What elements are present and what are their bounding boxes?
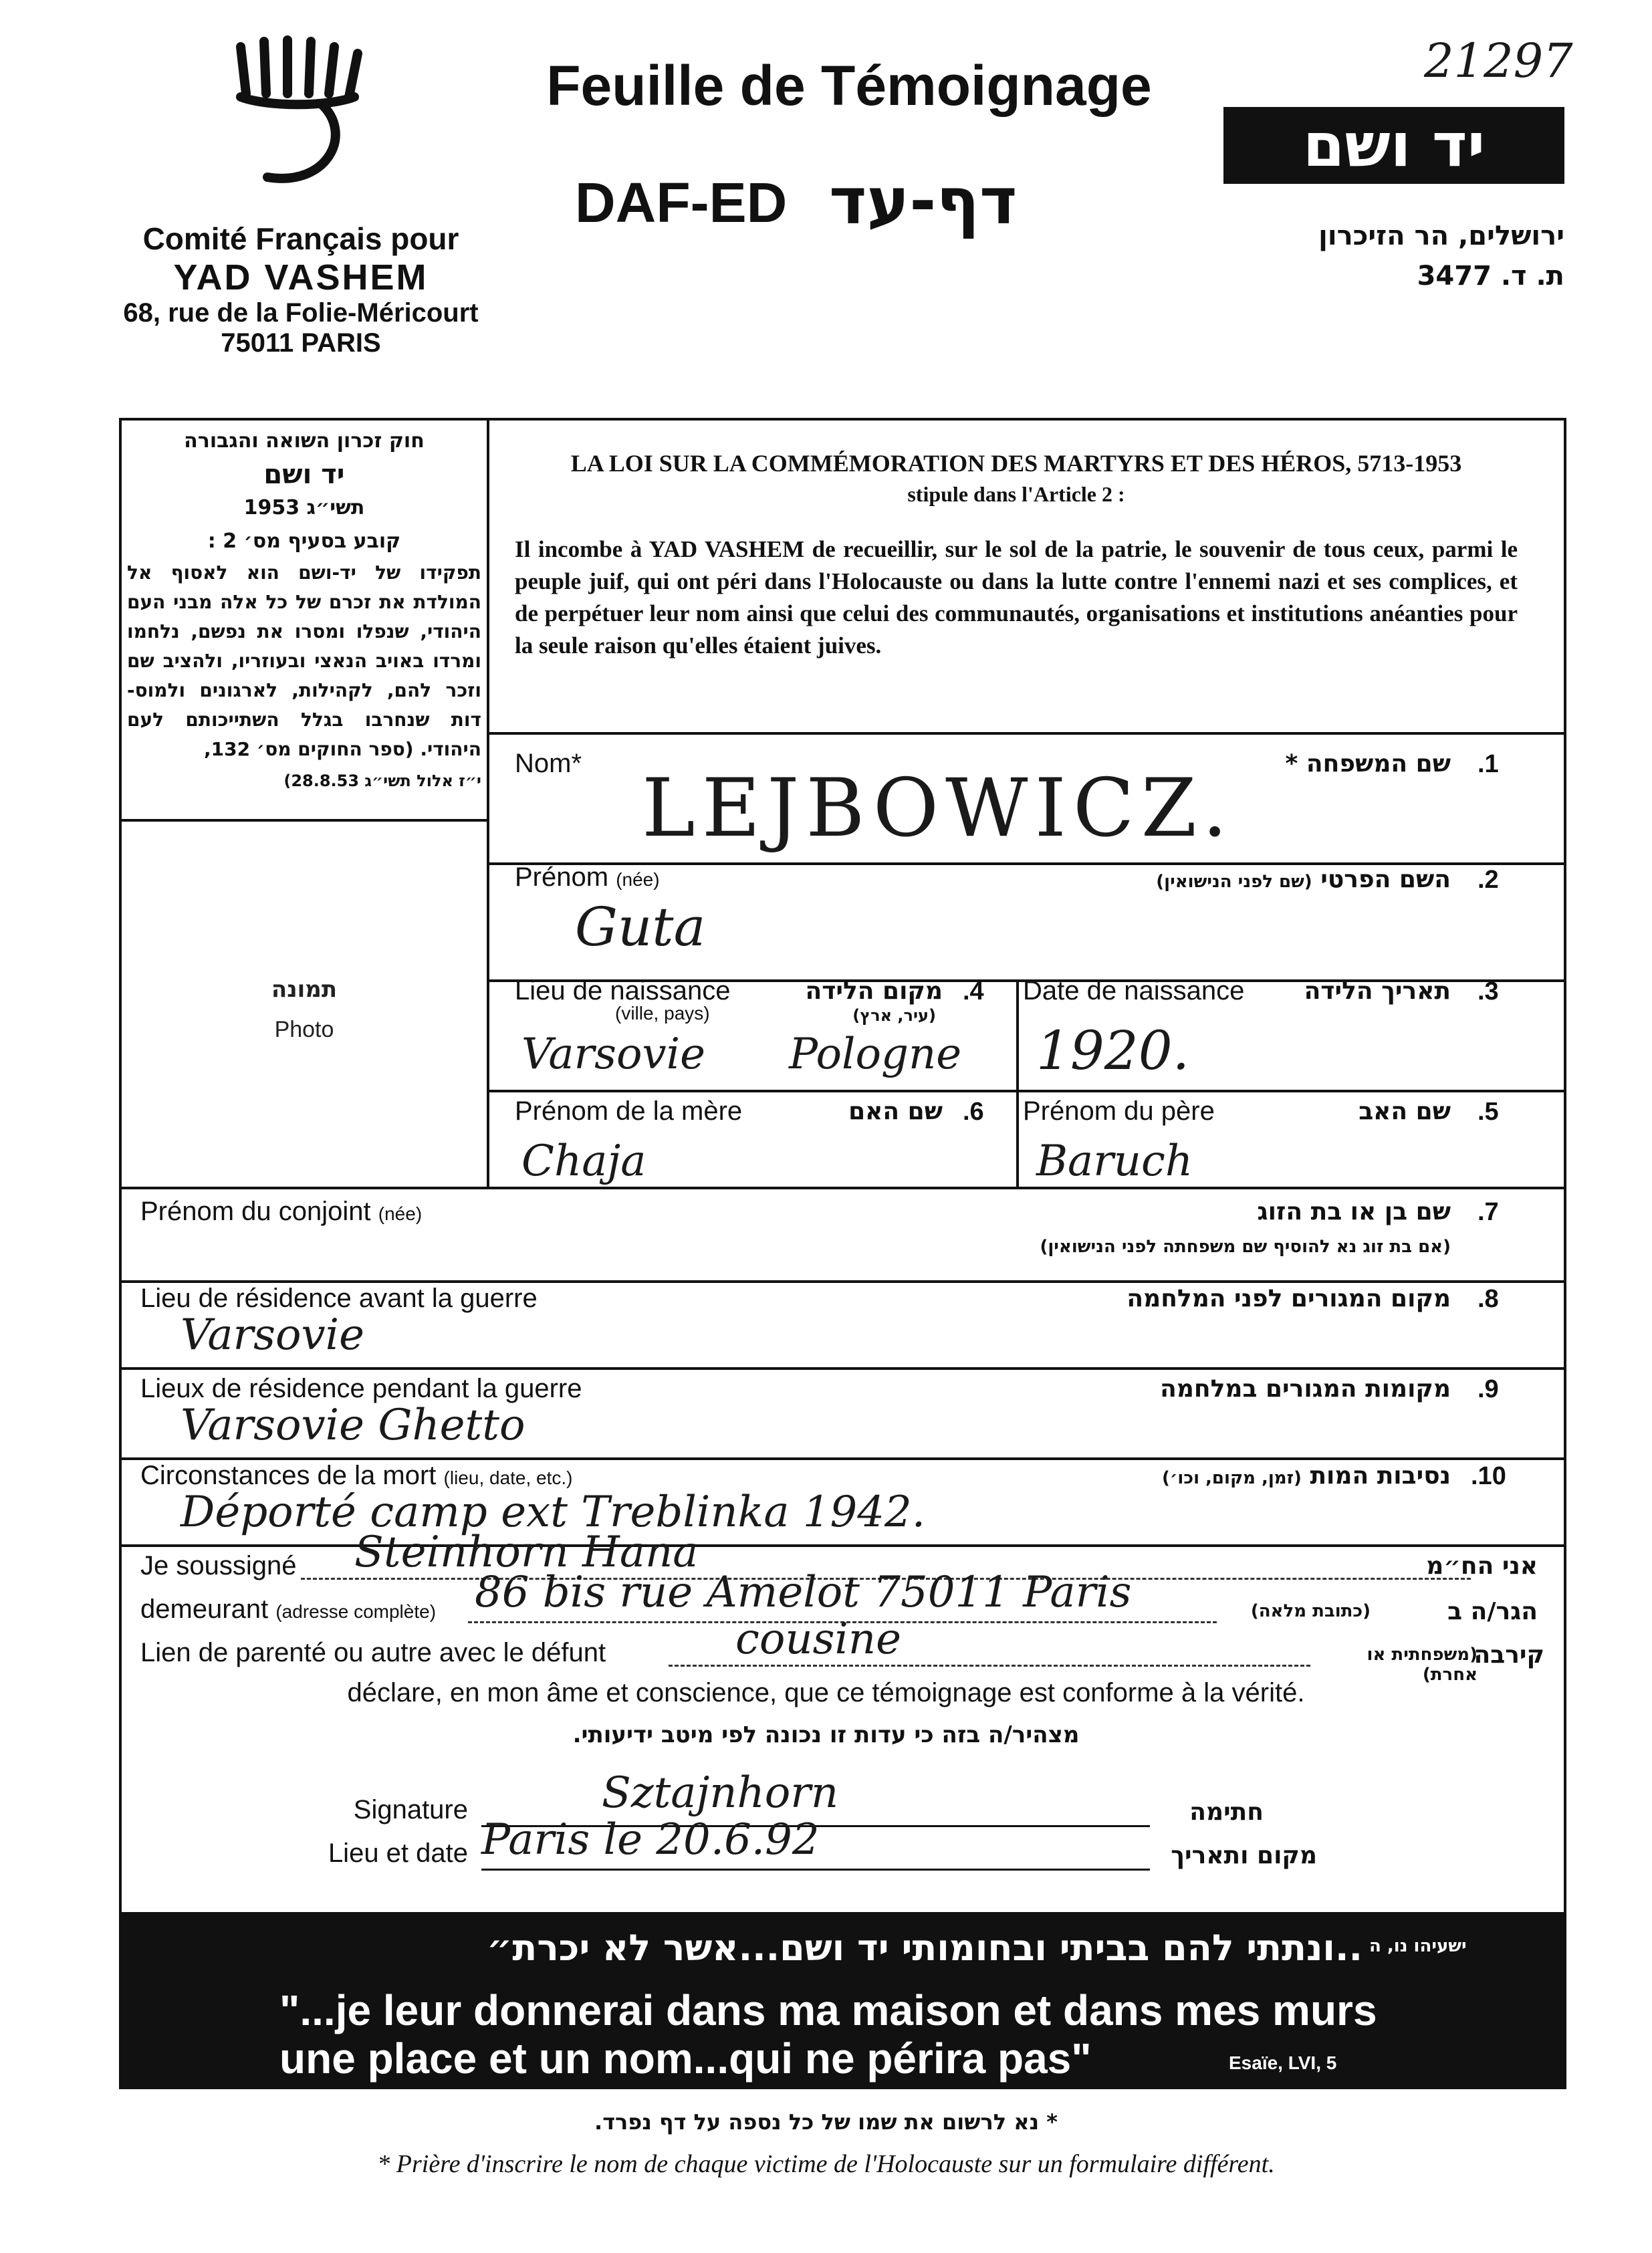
nom-label: Nom*: [515, 749, 582, 778]
conjoint-label-text: Prénom du conjoint: [140, 1197, 371, 1226]
conjoint-label-small: (née): [378, 1203, 423, 1224]
page-title: Feuille de Témoignage: [546, 54, 1152, 117]
demeurant-label-small: (adresse complète): [275, 1601, 437, 1622]
prenom-label: [515, 862, 660, 893]
parente-label: Lien de parenté ou autre avec le défunt: [140, 1638, 606, 1667]
banner-hebrew: ..ונתתי להם בביתי ובחומותי יד ושם...אשר לא יכרת״: [487, 1927, 1363, 1969]
daf-ed-title: DAF-ED: [575, 171, 788, 234]
prenom-label-text: Prénom: [515, 862, 609, 892]
row-circ-bottom: [119, 1544, 1566, 1547]
parente-he-small: (משפחתית או אחרת): [1367, 1645, 1478, 1685]
lieu-naissance-country: Pologne: [789, 1030, 962, 1079]
circ-value: Déporté camp ext Treblinka 1942.: [181, 1488, 926, 1537]
row-conjoint-bottom: [119, 1280, 1566, 1283]
mere-label: Prénom de la mère: [515, 1096, 743, 1126]
mere-value: Chaja: [521, 1137, 646, 1186]
lieu-naissance-small: (ville, pays): [615, 1003, 710, 1024]
circ-he-small: (זמן, מקום, וכו׳): [1162, 1468, 1302, 1488]
demeurant-value: 86 bis rue Amelot 75011 Paris: [475, 1568, 1132, 1617]
row-parents-bottom: [119, 1187, 1566, 1189]
conjoint-he-small: (אם בת זוג נא להוסיף שם משפחתה לפני הנישואין): [1040, 1237, 1451, 1257]
serial-number: 21297: [1424, 33, 1573, 88]
demeurant-label-text: demeurant: [140, 1594, 269, 1624]
law-hebrew: [127, 425, 481, 798]
date-naissance-label: Date de naissance: [1023, 976, 1245, 1005]
declaration-fr: déclare, en mon âme et conscience, que ce témoignage est conforme à la vérité.: [347, 1678, 1305, 1707]
law-he-cite: י״ז אלול תשי״ג 28.8.53): [283, 772, 481, 790]
date-naissance-number: .3: [1478, 977, 1499, 1005]
res-avant-label: Lieu de résidence avant la guerre: [140, 1284, 538, 1313]
date-naissance-label-he: תאריך הלידה: [1304, 977, 1451, 1005]
prenom-value: Guta: [575, 896, 706, 958]
signature-label-he: חתימה: [1189, 1798, 1264, 1826]
nom-number: .1: [1478, 750, 1499, 778]
prenom-he-text: השם הפרטי: [1320, 866, 1451, 893]
law-french: [515, 448, 1518, 662]
circ-label-small: (lieu, date, etc.): [443, 1467, 573, 1488]
yad-vashem-city: ירושלים, הר הזיכרון: [1318, 221, 1564, 251]
parente-label-he: קירבה: [1473, 1641, 1544, 1669]
soussigne-value: Steinhorn Hana: [354, 1528, 699, 1577]
nom-label-he: שם המשפחה *: [1285, 750, 1451, 778]
lieu-naissance-city: Varsovie: [521, 1030, 705, 1079]
photo-area: [127, 969, 481, 1050]
lieu-naissance-he-small: (עיר, ארץ): [852, 1006, 936, 1025]
left-column-divider: [487, 418, 489, 1187]
lieu-naissance-label-he: מקום הלידה: [805, 977, 943, 1005]
prenom-number: .2: [1478, 866, 1499, 894]
law-fr-heading: LA LOI SUR LA COMMÉMORATION DES MARTYRS ET DES HÉROS, 5713-1953: [570, 450, 1462, 477]
law-he-line3: תשי״ג 1953: [243, 496, 365, 519]
pere-label-he: שם האב: [1359, 1098, 1451, 1125]
res-pendant-label-he: מקומות המגורים במלחמה: [1160, 1375, 1451, 1403]
prenom-label-he: [1003, 866, 1451, 893]
law-he-line1: חוק זכרון השואה והגבורה: [184, 429, 425, 453]
footer-french: * Prière d'inscrire le nom de chaque victime de l'Holocauste sur un formulaire différent.: [377, 2150, 1275, 2178]
res-avant-label-he: מקום המגורים לפני המלחמה: [1127, 1285, 1451, 1312]
daf-ed-hebrew: דף-עד: [829, 164, 1018, 239]
res-avant-value: Varsovie: [181, 1310, 364, 1360]
law-fr-body: Il incombe à YAD VASHEM de recueillir, sur le sol de la patrie, le souvenir de tous ceux, parmi le peuple juif, qui ont péri dans l'Holocauste ou dans la lutte contre l'ennemi nazi et ses complices, et de perpétuer leur nom ainsi que celui des communautés, organisations et institutions anéanties pour la seule raison qu'elles étaient juives.: [515, 536, 1518, 659]
circ-label: [140, 1461, 573, 1491]
law-box-bottom: [119, 819, 488, 822]
banner-french-line2: une place et un nom...qui ne périra pas": [279, 2034, 1092, 2083]
pere-value: Baruch: [1036, 1137, 1193, 1186]
committee-block: [114, 221, 488, 358]
law-fr-bottom: [487, 732, 1566, 735]
committee-line2: YAD VASHEM: [173, 257, 429, 298]
lieu-date-line: [481, 1869, 1150, 1871]
menorah-logo-icon: [227, 33, 368, 194]
conjoint-label: [140, 1197, 422, 1227]
res-pendant-label: Lieux de résidence pendant la guerre: [140, 1374, 582, 1403]
quote-banner: [119, 1912, 1566, 2089]
signature-value: Sztajnhorn: [602, 1768, 839, 1818]
banner-french-ref: Esaïe, LVI, 5: [1229, 2052, 1337, 2073]
res-avant-number: .8: [1478, 1285, 1499, 1313]
law-he-line4: קובע בסעיף מס׳ 2 :: [207, 529, 401, 553]
lieu-naissance-label: Lieu de naissance: [515, 976, 731, 1005]
demeurant-he-small: (כתובת מלאה): [1250, 1601, 1371, 1621]
circ-label-he: [1043, 1462, 1451, 1490]
banner-hebrew-ref: ישעיהו נו, ה: [1369, 1936, 1467, 1956]
conjoint-label-he: שם בן או בת הזוג: [1257, 1198, 1451, 1225]
demeurant-label: [140, 1594, 436, 1625]
nom-value: LEJBOWICZ.: [642, 762, 1235, 855]
date-naissance-value: 1920.: [1036, 1020, 1190, 1082]
soussigne-label: Je soussigné: [140, 1551, 297, 1580]
circ-he-text: נסיבות המות: [1310, 1462, 1451, 1490]
row-birth-bottom: [487, 1090, 1566, 1092]
committee-line1: Comité Français pour: [142, 221, 459, 256]
photo-label-fr: Photo: [274, 1017, 334, 1042]
law-he-body: תפקידו של יד-ושם הוא לאסוף אל המולדת את זכרם של כל אלה מבני העם היהודי, שנפלו ומסרו את נפשם, נלחמו ומרדו באויב הנאצי ובעוזריו, ולהציב שם וזכר להם, לקהילות, לארגונים ולמוס- דות שנחרבו בגלל השתייכותם לעם היהודי. (ספר החוקים מס׳ 132,: [127, 562, 481, 760]
lieu-date-value: Paris le 20.6.92: [481, 1815, 820, 1865]
prenom-he-small: (שם לפני הנישואין): [1156, 872, 1312, 892]
lieu-date-label-he: מקום ותאריך: [1171, 1842, 1317, 1869]
committee-address: 68, rue de la Folie-Méricourt: [123, 298, 479, 328]
law-he-line2: יד ושם: [263, 459, 345, 490]
lieu-naissance-number: .4: [963, 977, 984, 1005]
circ-label-text: Circonstances de la mort: [140, 1461, 437, 1490]
row-res-pendant-bottom: [119, 1457, 1566, 1460]
pere-number: .5: [1478, 1098, 1499, 1126]
declaration-he: מצהיר/ה בזה כי עדות זו נכונה לפי מיטב ידיעותי.: [572, 1722, 1080, 1748]
res-pendant-value: Varsovie Ghetto: [181, 1401, 525, 1450]
circ-number: .10: [1471, 1462, 1506, 1490]
parente-line: [669, 1665, 1310, 1667]
row-res-avant-bottom: [119, 1367, 1566, 1370]
yad-vashem-pobox: ת. ד. 3477: [1417, 261, 1564, 291]
law-fr-subheading: stipule dans l'Article 2 :: [907, 482, 1125, 506]
banner-french-line1: "...je leur donnerai dans ma maison et dans mes murs: [279, 1986, 1377, 2034]
mere-label-he: שם האם: [848, 1098, 943, 1125]
pere-label: Prénom du père: [1023, 1096, 1215, 1126]
prenom-label-small: (née): [616, 869, 660, 890]
mid-divider: [1016, 979, 1019, 1187]
demeurant-label-he: הגר/ה ב: [1447, 1598, 1538, 1625]
conjoint-number: .7: [1478, 1198, 1499, 1226]
mere-number: .6: [963, 1098, 984, 1126]
parente-value: cousine: [735, 1615, 901, 1664]
soussigne-label-he: אני הח״מ: [1426, 1552, 1538, 1580]
yad-vashem-logo: יד ושם: [1223, 107, 1564, 184]
res-pendant-number: .9: [1478, 1375, 1499, 1403]
signature-label: Signature: [353, 1795, 468, 1824]
committee-city: 75011 PARIS: [221, 328, 381, 358]
photo-label-he: תמונה: [271, 976, 338, 1003]
footer-hebrew: * נא לרשום את שמו של כל נספה על דף נפרד.: [594, 2109, 1058, 2135]
lieu-date-label: Lieu et date: [328, 1839, 468, 1868]
